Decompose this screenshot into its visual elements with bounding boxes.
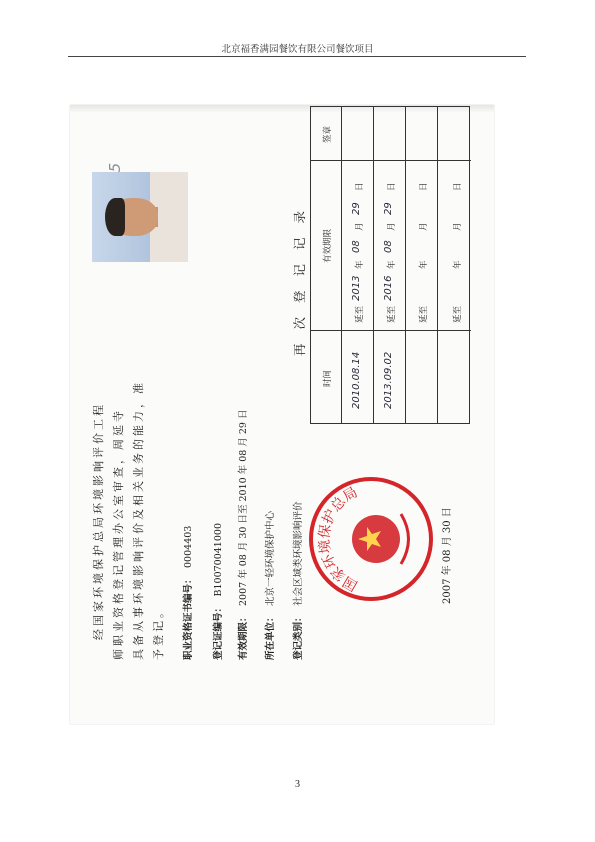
body-line: 经国家环境保护总局环境影响评价工程 xyxy=(92,402,105,640)
body-line: 予登记。 xyxy=(152,604,165,660)
record-row-month: 08 xyxy=(351,240,362,253)
record-row-date: 2013.09.02 xyxy=(383,351,394,409)
record-row-prefix: 延至 xyxy=(355,305,365,323)
record-row-y: 年 xyxy=(419,260,429,269)
record-row-y: 年 xyxy=(453,260,463,269)
field-value: 2007 年 08 月 30 日至 2010 年 08 月 29 日 xyxy=(238,409,249,606)
seal-text: 国家环境保护总局 xyxy=(316,484,361,594)
field-value: B10070041000 xyxy=(213,523,224,597)
record-row-month: 08 xyxy=(383,240,394,253)
field-cert-number xyxy=(180,526,194,660)
record-row-d: 日 xyxy=(355,182,365,191)
record-row-day: 29 xyxy=(351,202,362,215)
body-line: 具备从事环境影响评价及相关业务的能力，准 xyxy=(132,380,145,660)
page-number: 3 xyxy=(295,779,300,790)
header-validity: 有效期限 xyxy=(323,228,333,263)
holder-photo xyxy=(92,172,188,262)
official-seal xyxy=(306,474,436,604)
page-header: 北京福香满园餐饮有限公司餐饮项目 xyxy=(221,44,374,55)
record-row-m: 月 xyxy=(355,222,365,231)
record-row-year: 2016 xyxy=(383,275,394,301)
rotated-frame xyxy=(70,105,494,724)
record-row-y: 年 xyxy=(387,260,397,269)
field-value: 北京一轻环境保护中心 xyxy=(265,510,276,606)
certificate-content xyxy=(70,105,494,724)
record-row-date: 2010.08.14 xyxy=(351,351,362,409)
header-time: 时间 xyxy=(323,369,333,387)
field-unit xyxy=(262,511,276,660)
record-row-m: 月 xyxy=(453,222,463,231)
header-seal: 签章 xyxy=(323,125,333,143)
record-row-prefix: 延至 xyxy=(387,305,397,323)
record-row-day: 29 xyxy=(383,202,394,215)
field-label: 登记证编号： xyxy=(213,602,224,660)
body-line: 师职业资格登记管理办公室审查，周延寺 xyxy=(112,408,125,660)
record-row-m: 月 xyxy=(387,222,397,231)
field-reg-number xyxy=(210,523,224,660)
record-row-d: 日 xyxy=(419,182,429,191)
field-label: 职业资格证书编号： xyxy=(183,574,194,660)
field-label: 所在单位： xyxy=(265,612,276,660)
field-value: 0004403 xyxy=(183,525,194,568)
record-row-d: 日 xyxy=(453,182,463,191)
field-category xyxy=(290,501,304,660)
record-row-y: 年 xyxy=(355,260,365,269)
field-value: 社会区域类环境影响评价 xyxy=(293,501,304,606)
record-row-prefix: 延至 xyxy=(453,305,463,323)
field-label: 有效期限： xyxy=(238,612,249,660)
record-row-d: 日 xyxy=(387,182,397,191)
record-table xyxy=(310,106,470,424)
record-row-prefix: 延至 xyxy=(419,305,429,323)
seal-date: 2007 年 08 月 30 日 xyxy=(442,507,453,604)
field-validity xyxy=(235,410,249,660)
field-label: 登记类别： xyxy=(293,612,304,660)
header-rule xyxy=(68,56,526,57)
record-row-year: 2013 xyxy=(351,275,362,301)
record-row-m: 月 xyxy=(419,222,429,231)
record-title: 再次登记记录 xyxy=(292,196,307,356)
